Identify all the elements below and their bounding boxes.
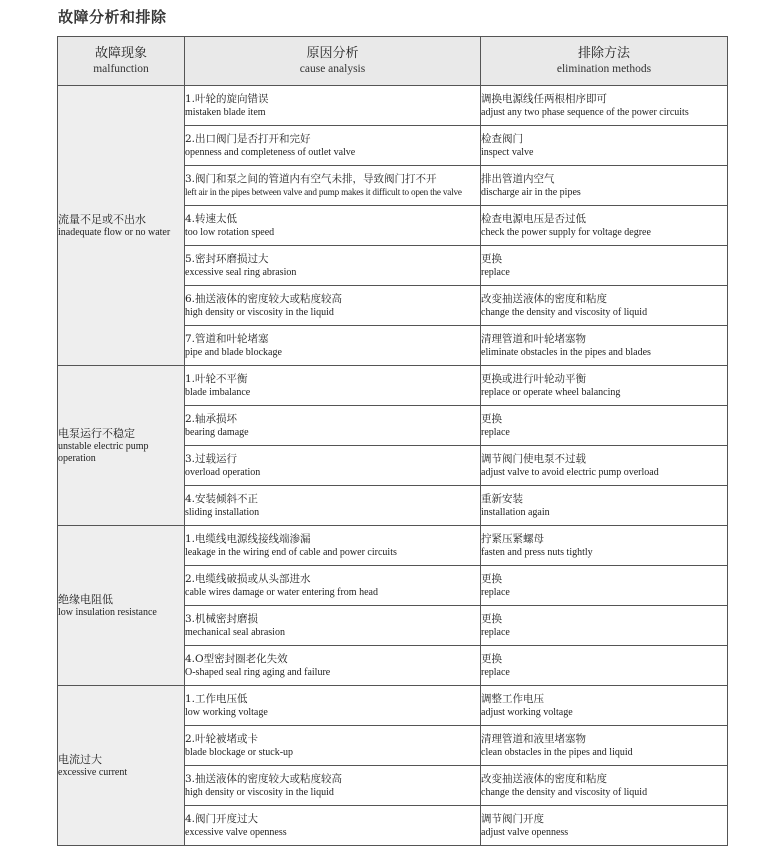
page-title: 故障分析和排除 (58, 8, 167, 26)
fix-cn: 调整工作电压 (481, 693, 544, 705)
fix-cn: 拧紧压紧螺母 (481, 533, 544, 545)
fix-en: adjust valve to avoid electric pump overload (481, 467, 659, 478)
cause-cell (185, 646, 481, 686)
cause-cell (185, 366, 481, 406)
table-row (58, 526, 728, 566)
fix-cn: 改变抽送液体的密度和粘度 (481, 773, 607, 785)
fix-en: adjust any two phase sequence of the power circuits (481, 107, 689, 118)
symptom-en: excessive current (58, 766, 128, 778)
cause-cn: 1.电缆线电源线接线端渗漏 (185, 533, 311, 545)
symptom-cell (58, 686, 185, 846)
fix-cn: 调节阀门使电泵不过载 (481, 453, 586, 465)
cause-cn: 1.工作电压低 (185, 693, 248, 705)
symptom-cell (58, 366, 185, 526)
table-row (58, 686, 728, 726)
cause-en: mistaken blade item (185, 107, 266, 118)
cause-cell (185, 286, 481, 326)
cause-cell (185, 526, 481, 566)
cause-en: pipe and blade blockage (185, 347, 282, 358)
cause-en: mechanical seal abrasion (185, 627, 285, 638)
cause-cell (185, 486, 481, 526)
cause-cell (185, 326, 481, 366)
header-malfunction-cn: 故障现象 (94, 46, 147, 61)
cause-cell (185, 206, 481, 246)
cause-cell (185, 406, 481, 446)
cause-cell (185, 686, 481, 726)
cause-cn: 3.抽送液体的密度较大或粘度较高 (185, 773, 343, 785)
symptom-en: low insulation resistance (58, 606, 157, 618)
fix-cn: 更换或进行叶轮动平衡 (481, 373, 586, 385)
cause-cell (185, 606, 481, 646)
fix-en: check the power supply for voltage degree (481, 227, 651, 238)
fix-cell (481, 286, 728, 326)
cause-en: high density or viscosity in the liquid (185, 787, 334, 798)
fix-cell (481, 446, 728, 486)
fix-en: adjust valve openness (481, 827, 569, 838)
cause-cn: 4.阀门开度过大 (185, 813, 259, 825)
fix-cn: 排出管道内空气 (481, 173, 555, 185)
cause-cn: 3.阀门和泵之间的管道内有空气未排，导致阀门打不开 (185, 173, 437, 185)
fix-cn: 改变抽送液体的密度和粘度 (481, 293, 607, 305)
table-row (58, 86, 728, 126)
cause-en: overload operation (185, 467, 261, 478)
fix-cell (481, 406, 728, 446)
cause-en: O-shaped seal ring aging and failure (185, 667, 331, 678)
fix-cell (481, 366, 728, 406)
fix-en: installation again (481, 507, 550, 518)
fix-en: change the density and viscosity of liquid (481, 307, 648, 318)
symptom-cell (58, 86, 185, 366)
cause-en: leakage in the wiring end of cable and power circuits (185, 547, 397, 558)
fix-en: replace (481, 667, 510, 678)
fix-cn: 清理管道和液里堵塞物 (481, 733, 586, 745)
cause-en: low working voltage (185, 707, 268, 718)
fault-analysis-table (57, 36, 728, 846)
cause-cn: 7.管道和叶轮堵塞 (185, 333, 269, 345)
symptom-cn: 电流过大 (58, 752, 102, 766)
cause-cell (185, 246, 481, 286)
fix-en: discharge air in the pipes (481, 187, 581, 198)
cause-en: too low rotation speed (185, 227, 275, 238)
fix-cell (481, 686, 728, 726)
fix-cell (481, 766, 728, 806)
fix-en: eliminate obstacles in the pipes and blades (481, 347, 651, 358)
symptom-en: unstable electric pump operation (58, 440, 149, 464)
fix-cell (481, 166, 728, 206)
cause-cn: 3.机械密封磨损 (185, 613, 259, 625)
cause-en: left air in the pipes between valve and pump makes it difficult to open the valve (185, 187, 462, 197)
fix-cn: 检查阀门 (481, 133, 523, 145)
cause-en: blade imbalance (185, 387, 251, 398)
header-elimination (481, 37, 728, 86)
fix-cell (481, 526, 728, 566)
cause-cn: 4.安装倾斜不正 (185, 493, 259, 505)
fix-cn: 更换 (481, 573, 502, 585)
cause-en: excessive valve openness (185, 827, 287, 838)
cause-en: cable wires damage or water entering from head (185, 587, 378, 598)
fix-cn: 调换电源线任两根相序即可 (481, 93, 607, 105)
fix-cell (481, 486, 728, 526)
cause-cell (185, 126, 481, 166)
cause-cn: 2.叶轮被堵或卡 (185, 733, 259, 745)
header-cause-cn: 原因分析 (306, 46, 359, 61)
fix-cell (481, 646, 728, 686)
cause-cn: 3.过载运行 (185, 453, 238, 465)
fix-cell (481, 246, 728, 286)
table-row (58, 366, 728, 406)
fix-cell (481, 726, 728, 766)
fix-cn: 更换 (481, 613, 502, 625)
cause-cell (185, 726, 481, 766)
symptom-cn: 绝缘电阻低 (58, 592, 113, 606)
cause-cn: 4.O型密封圈老化失效 (185, 653, 288, 665)
fix-en: replace or operate wheel balancing (481, 387, 621, 398)
fix-en: adjust working voltage (481, 707, 573, 718)
fix-cn: 重新安装 (481, 493, 523, 505)
fix-en: change the density and viscosity of liquid (481, 787, 648, 798)
fix-en: clean obstacles in the pipes and liquid (481, 747, 633, 758)
fix-cell (481, 566, 728, 606)
fix-cn: 清理管道和叶轮堵塞物 (481, 333, 586, 345)
cause-cell (185, 566, 481, 606)
fix-cell (481, 86, 728, 126)
fix-en: inspect valve (481, 147, 534, 158)
fix-cn: 更换 (481, 253, 502, 265)
table-header (58, 37, 728, 86)
fix-cn: 调节阀门开度 (481, 813, 544, 825)
cause-en: sliding installation (185, 507, 260, 518)
symptom-cell (58, 526, 185, 686)
fix-cell (481, 606, 728, 646)
cause-cn: 2.出口阀门是否打开和完好 (185, 133, 311, 145)
fix-cell (481, 206, 728, 246)
fix-cell (481, 126, 728, 166)
cause-cn: 5.密封环磨损过大 (185, 253, 269, 265)
cause-en: bearing damage (185, 427, 249, 438)
fix-en: fasten and press nuts tightly (481, 547, 593, 558)
header-malfunction-en: malfunction (93, 63, 149, 75)
cause-en: high density or viscosity in the liquid (185, 307, 334, 318)
header-elimination-cn: 排除方法 (577, 46, 630, 61)
cause-cn: 1.叶轮的旋向错误 (185, 93, 269, 105)
table-body (58, 86, 728, 846)
cause-cn: 2.轴承损坏 (185, 413, 238, 425)
fix-cell (481, 806, 728, 846)
fix-en: replace (481, 267, 510, 278)
cause-cn: 2.电缆线破损或从头部进水 (185, 573, 311, 585)
fix-cn: 更换 (481, 413, 502, 425)
fix-cn: 检查电源电压是否过低 (481, 213, 586, 225)
cause-cell (185, 806, 481, 846)
cause-cell (185, 166, 481, 206)
header-cause-en: cause analysis (299, 63, 366, 75)
cause-en: openness and completeness of outlet valve (185, 147, 356, 158)
cause-cell (185, 446, 481, 486)
header-cause (185, 37, 481, 86)
fix-en: replace (481, 427, 510, 438)
header-elimination-en: elimination methods (556, 63, 652, 75)
cause-cn: 4.转速太低 (185, 213, 238, 225)
fix-en: replace (481, 627, 510, 638)
cause-en: blade blockage or stuck-up (185, 747, 294, 758)
cause-cell (185, 766, 481, 806)
symptom-cn: 流量不足或不出水 (58, 212, 146, 226)
cause-cell (185, 86, 481, 126)
header-malfunction (58, 37, 185, 86)
fix-cell (481, 326, 728, 366)
cause-en: excessive seal ring abrasion (185, 267, 297, 278)
symptom-en: inadequate flow or no water (58, 226, 171, 238)
symptom-cn: 电泵运行不稳定 (58, 426, 135, 440)
cause-cn: 1.叶轮不平衡 (185, 373, 248, 385)
fix-en: replace (481, 587, 510, 598)
fix-cn: 更换 (481, 653, 502, 665)
cause-cn: 6.抽送液体的密度较大或粘度较高 (185, 293, 343, 305)
